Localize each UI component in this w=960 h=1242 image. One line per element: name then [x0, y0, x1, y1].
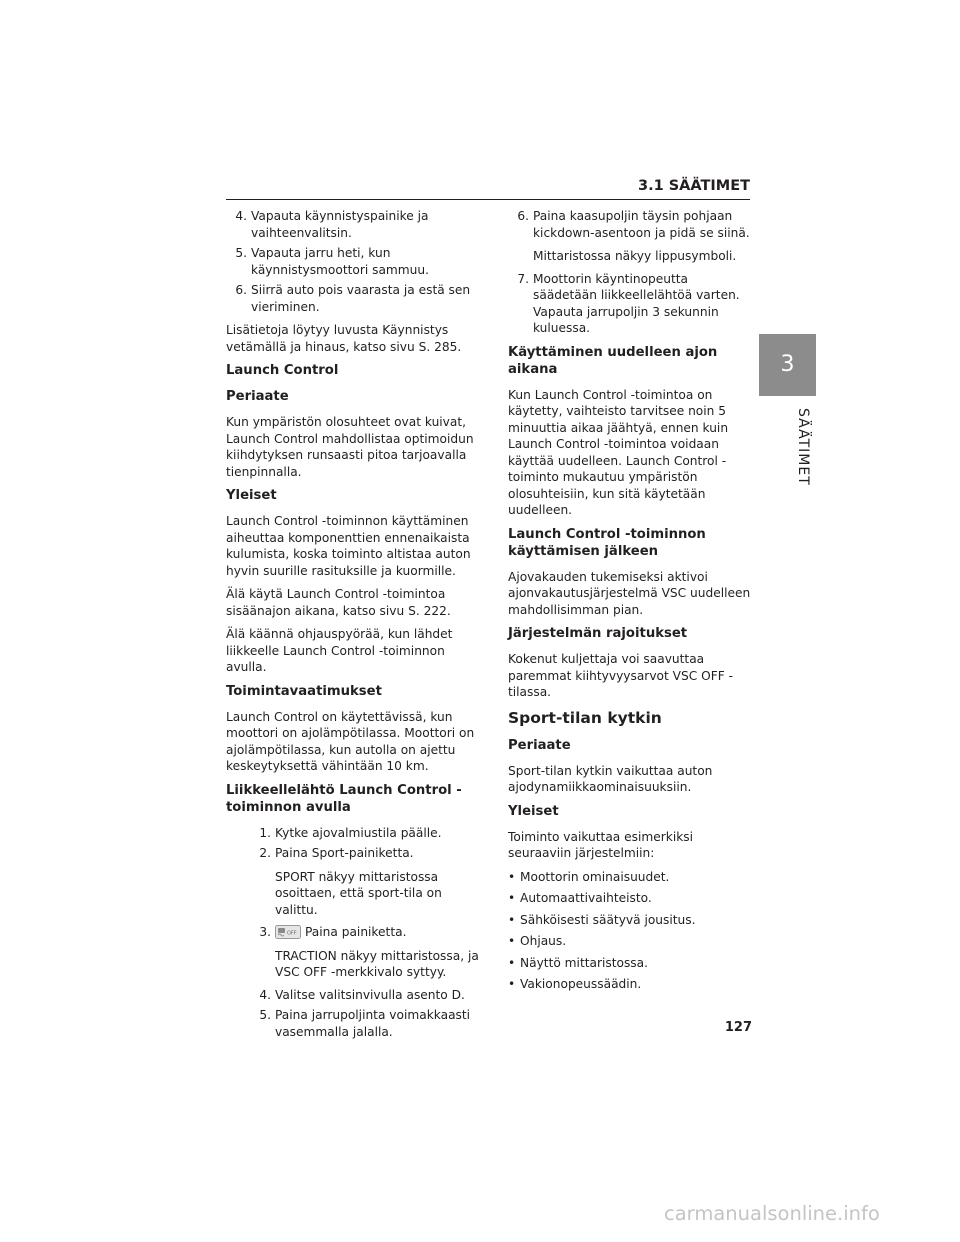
paragraph-sport-yleiset: Toiminto vaikuttaa esimerkiksi seuraaviin järjestelmiin:	[508, 829, 693, 860]
paragraph-periaate: Kun ympäristön olosuhteet ovat kuivat, Launch Control mahdollistaa optimoidun kiihdytyksen runsaasti pitoa tarjoavalla tienpinnalla.	[226, 415, 474, 479]
list-item: 4. Valitse valitsinvivulla asento D.	[259, 987, 465, 1002]
heading-sport-tila: Sport-tilan kytkin	[508, 708, 662, 727]
step3-note: TRACTION näkyy mittaristossa, ja VSC OFF -merkkivalo syttyy.	[275, 948, 479, 979]
watermark: carmanualsonline.info	[664, 1202, 880, 1225]
list-item: 5. Paina jarrupoljinta voimakkaasti vasemmalla jalalla.	[259, 1008, 471, 1039]
step2-note: SPORT näkyy mittaristossa osoittaen, että sport-tila on valittu.	[275, 869, 442, 917]
heading-sport-periaate: Periaate	[508, 737, 571, 753]
list-item: • Moottorin ominaisuudet.	[508, 869, 670, 884]
heading-liikkeellelahto: Liikkeellelähtö Launch Control -toiminnon avulla	[226, 782, 462, 815]
launch-steps-list-c	[250, 987, 484, 1041]
launch-steps-list-a	[250, 825, 484, 862]
systems-list	[508, 869, 752, 993]
heading-yleiset: Yleiset	[226, 488, 277, 503]
list-item: • Sähköisesti säätyvä jousitus.	[508, 912, 696, 927]
paragraph-yleiset-3: Älä käännä ohjauspyörää, kun lähdet liikkeelle Launch Control -toiminnon avulla.	[226, 627, 453, 674]
left-column	[226, 208, 484, 1047]
heading-sport-yleiset: Yleiset	[508, 803, 559, 819]
vsc-off-icon	[275, 925, 301, 939]
heading-launch-control: Launch Control	[226, 363, 339, 378]
paragraph-yleiset-2: Älä käytä Launch Control -toimintoa sisäänajon aikana, katso sivu S. 222.	[226, 587, 451, 618]
launch-steps-list-b	[250, 924, 484, 941]
start-steps-list	[226, 208, 484, 315]
paragraph-toimintavaatimukset: Launch Control on käytettävissä, kun moottori on ajolämpötilassa. Moottori on ajolämpötilassa, kun autolla on ajettu keskeytyksettä vähintään 10 km.	[226, 709, 475, 773]
launch-steps-list-d	[508, 208, 752, 241]
chapter-tab-label: SÄÄTIMET	[795, 408, 811, 486]
list-item: 4. Vapauta käynnistyspainike ja vaihteenvalitsin.	[235, 209, 429, 240]
heading-rajoitukset: Järjestelmän rajoitukset	[508, 626, 688, 641]
section-header: 3.1 SÄÄTIMET	[637, 178, 750, 194]
header-rule	[226, 199, 750, 200]
vsc-off-icon-label: OFF	[287, 930, 297, 937]
paragraph-jalkeen: Ajovakauden tukemiseksi aktivoi ajonvakautusjärjestelmä VSC uudelleen mahdollisimman pian.	[508, 569, 751, 617]
launch-steps	[250, 825, 484, 1041]
launch-steps-list-e	[508, 271, 752, 337]
list-item: 5. Vapauta jarru heti, kun käynnistysmoottori sammuu.	[235, 246, 430, 277]
list-item: 3. OFF Paina painiketta.	[259, 925, 407, 939]
list-item: 6. Paina kaasupoljin täysin pohjaan kickdown-asentoon ja pidä se siinä.	[517, 209, 750, 240]
heading-jalkeen: Launch Control -toiminnon käyttämisen jälkeen	[508, 526, 706, 559]
page-number: 127	[724, 1020, 752, 1035]
list-item: • Näyttö mittaristossa.	[508, 955, 648, 970]
list-item: 2. Paina Sport-painiketta.	[259, 846, 414, 860]
list-item: • Automaattivaihteisto.	[508, 891, 652, 905]
heading-periaate: Periaate	[226, 389, 289, 404]
paragraph-uudelleen: Kun Launch Control -toimintoa on käytetty, vaihteisto tarvitsee noin 5 minuuttia aikaa jäähtyä, ennen kuin Launch Control -toimintoa voidaan käyttää uudelleen. Launch Control -toiminto mukautuu ympäristön olosuhteisiin, kun sitä käytetään uudelleen.	[508, 387, 729, 517]
list-item: • Vakionopeussäädin.	[508, 977, 642, 991]
info-paragraph: Lisätietoja löytyy luvusta Käynnistys vetämällä ja hinaus, katso sivu S. 285.	[226, 323, 462, 354]
list-item: 7. Moottorin käyntinopeutta säädetään liikkeellelähtöä varten. Vapauta jarrupoljin 3 sekunnin kuluessa.	[517, 271, 740, 335]
list-item: • Ohjaus.	[508, 934, 567, 948]
heading-toimintavaatimukset: Toimintavaatimukset	[226, 683, 382, 699]
paragraph-yleiset-1: Launch Control -toiminnon käyttäminen aiheuttaa komponenttien ennenaikaista kulumista, koska toiminto altistaa auton hyvin suurille rasituksille ja kuormille.	[226, 514, 471, 578]
chapter-tab-number: 3	[759, 334, 816, 396]
right-column	[508, 208, 752, 998]
list-item: 1. Kytke ajovalmiustila päälle.	[259, 825, 442, 840]
paragraph-sport-periaate: Sport-tilan kytkin vaikuttaa auton ajodynamiikkaominaisuuksiin.	[508, 763, 713, 794]
paragraph-rajoitukset: Kokenut kuljettaja voi saavuttaa paremmat kiihtyvyysarvot VSC OFF -tilassa.	[508, 652, 733, 699]
step6-note: Mittaristossa näkyy lippusymboli.	[533, 249, 737, 263]
list-item: 6. Siirrä auto pois vaarasta ja estä sen vieriminen.	[235, 283, 471, 314]
heading-uudelleen: Käyttäminen uudelleen ajon aikana	[508, 344, 718, 377]
